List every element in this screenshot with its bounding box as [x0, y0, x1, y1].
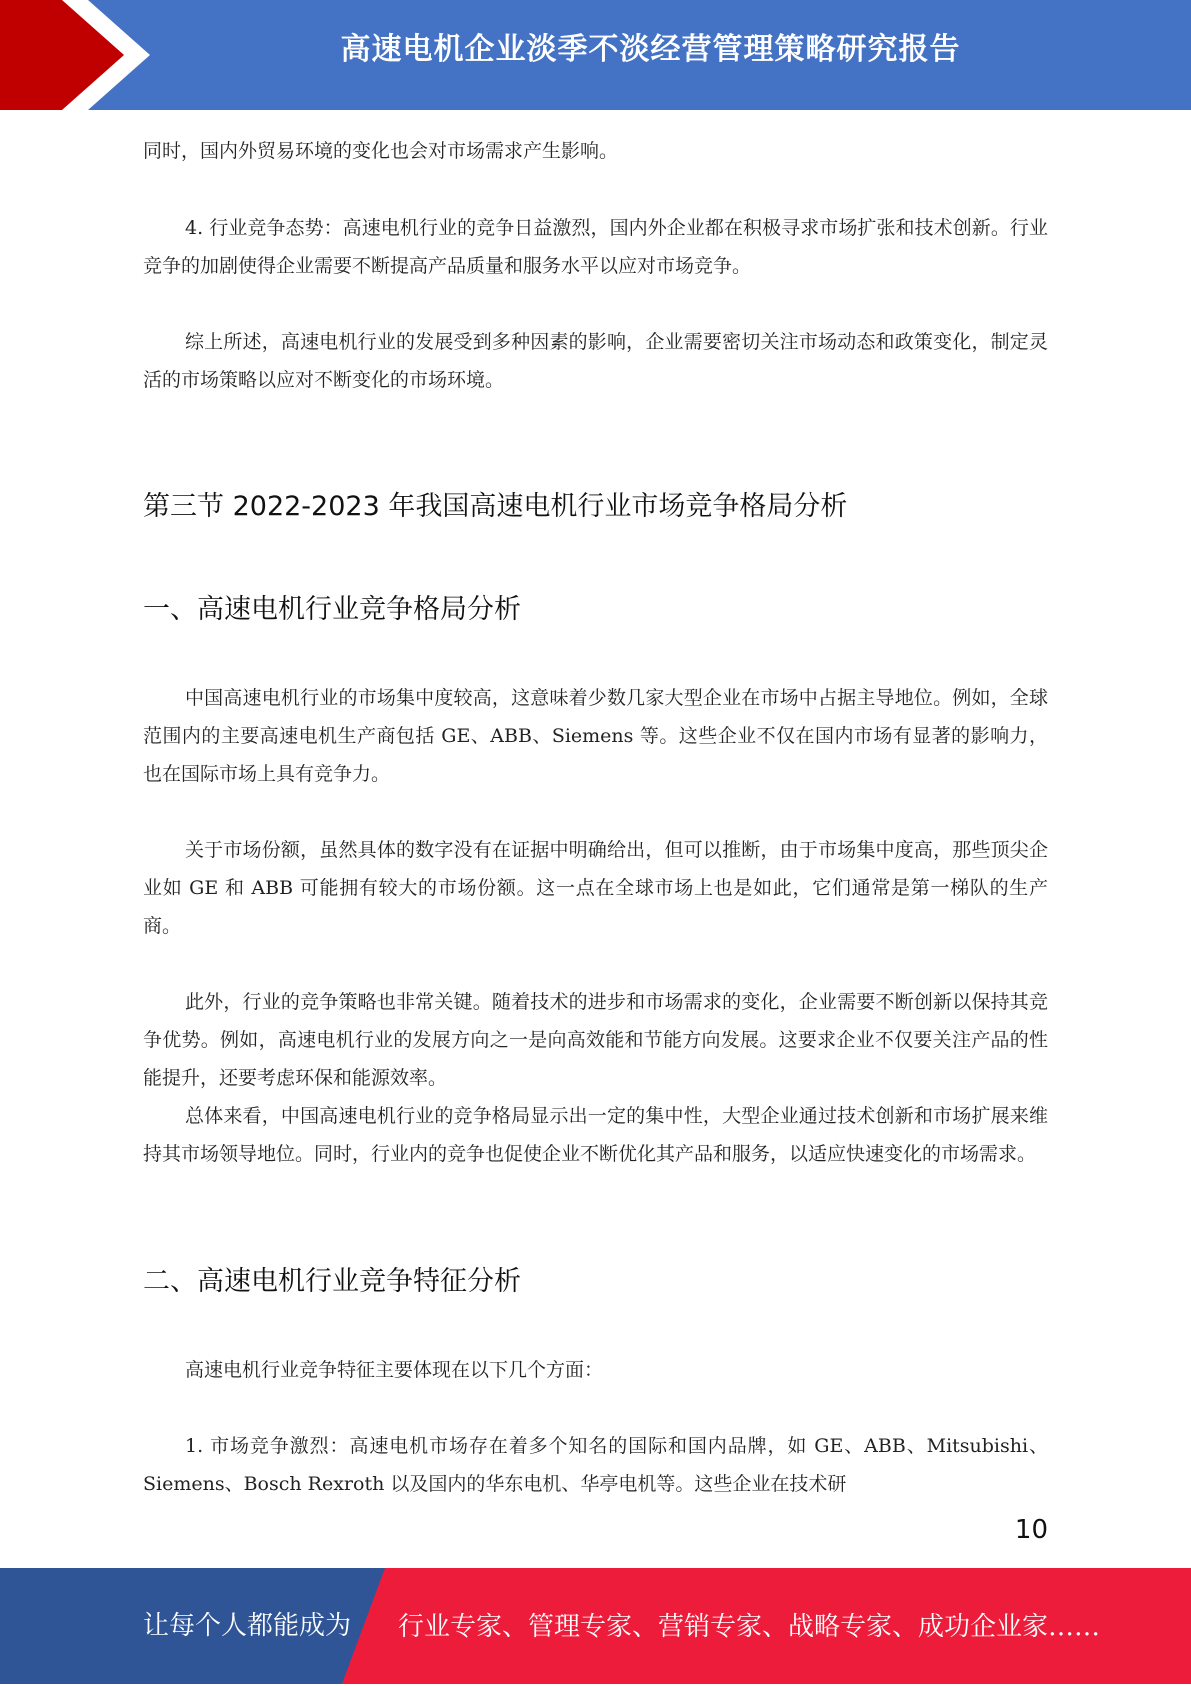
subsection-1-title: 一、高速电机行业竞争格局分析 [143, 594, 521, 625]
paragraph-s2-1: 高速电机行业竞争特征主要体现在以下几个方面： [185, 1359, 604, 1381]
footer-slogan-left: 让每个人都能成为 [143, 1611, 352, 1641]
section-3-title: 第三节 2022-2023 年我国高速电机行业市场竞争格局分析 [143, 491, 848, 522]
paragraph-summary: 综上所述，高速电机行业的发展受到多种因素的影响，企业需要密切关注市场动态和政策变化，制定灵活的市场策略以应对不断变化的市场环境。 [143, 331, 1048, 391]
paragraph-s2-item-1: 1. 市场竞争激烈：高速电机市场存在着多个知名的国际和国内品牌，如 GE、ABB、Mitsubishi、Siemens、Bosch Rexroth 以及国内的华东电机、华亭电机等。这些企业在技术研 [143, 1435, 1048, 1495]
page-header [0, 0, 1191, 110]
header-title: 高速电机企业淡季不淡经营管理策略研究报告 [340, 32, 961, 67]
footer-slogan-right: 行业专家、管理专家、营销专家、战略专家、成功企业家…… [398, 1612, 1101, 1642]
paragraph-item-4: 4. 行业竞争态势：高速电机行业的竞争日益激烈，国内外企业都在积极寻求市场扩张和技术创新。行业竞争的加剧使得企业需要不断提高产品质量和服务水平以应对市场竞争。 [143, 217, 1048, 277]
paragraph-s1-1: 中国高速电机行业的市场集中度较高，这意味着少数几家大型企业在市场中占据主导地位。例如，全球范围内的主要高速电机生产商包括 GE、ABB、Siemens 等。这些企业不仅在国内市场有显著的影响力，也在国际市场上具有竞争力。 [143, 687, 1048, 785]
page-number: 10 [1014, 1515, 1048, 1545]
paragraph-s1-3: 此外，行业的竞争策略也非常关键。随着技术的进步和市场需求的变化，企业需要不断创新以保持其竞争优势。例如，高速电机行业的发展方向之一是向高效能和节能方向发展。这要求企业不仅要关注产品的性能提升，还要考虑环保和能源效率。 [143, 991, 1048, 1089]
paragraph-s1-2: 关于市场份额，虽然具体的数字没有在证据中明确给出，但可以推断，由于市场集中度高，那些顶尖企业如 GE 和 ABB 可能拥有较大的市场份额。这一点在全球市场上也是如此，它们通常是第一梯队的生产商。 [143, 839, 1048, 937]
paragraph-s1-4: 总体来看，中国高速电机行业的竞争格局显示出一定的集中性，大型企业通过技术创新和市场扩展来维持其市场领导地位。同时，行业内的竞争也促使企业不断优化其产品和服务，以适应快速变化的市场需求。 [143, 1105, 1048, 1165]
paragraph-intro-tail: 同时，国内外贸易环境的变化也会对市场需求产生影响。 [143, 140, 619, 162]
page-footer [0, 1568, 1191, 1684]
subsection-2-title: 二、高速电机行业竞争特征分析 [143, 1266, 521, 1297]
